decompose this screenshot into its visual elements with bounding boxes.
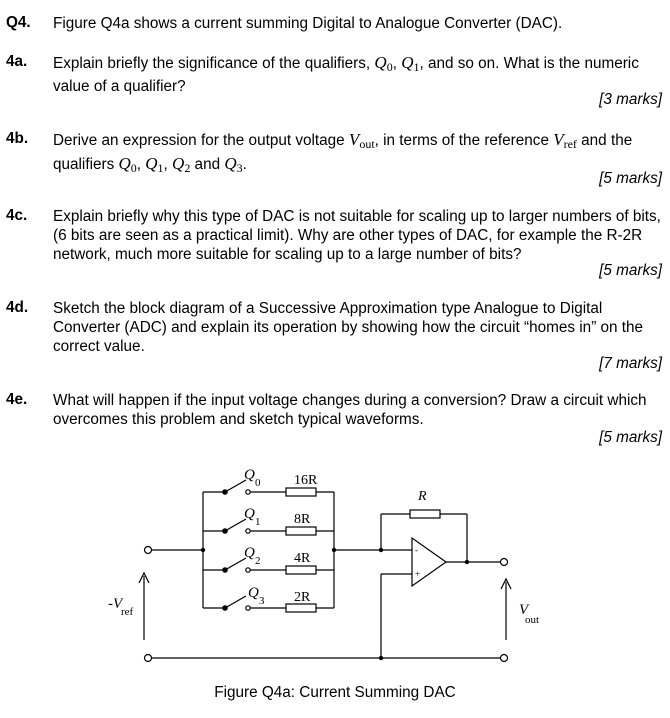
label-q3-sub: 3 xyxy=(259,595,265,607)
label-q3: Q xyxy=(248,585,259,601)
q4b-vref-sub: ref xyxy=(563,137,577,151)
label-8r: 8R xyxy=(294,512,311,527)
output-terminal xyxy=(501,559,508,566)
question-4e-marks: [5 marks] xyxy=(599,429,662,446)
resistor-8r xyxy=(286,527,316,535)
label-vref: -V xyxy=(108,596,123,612)
question-4d-text: Sketch the block diagram of a Successive Approximation type Analogue to Digital Converter (ADC) and explain its operation by showing how the circuit “homes in” on the correct value. xyxy=(53,300,644,355)
label-vout: V xyxy=(519,602,529,618)
question-4e-number: 4e. xyxy=(6,391,28,408)
q4b-vout-sub: out xyxy=(359,137,375,151)
q4b-q1: Q xyxy=(145,154,158,173)
label-2r: 2R xyxy=(294,590,311,605)
figure-caption: Figure Q4a: Current Summing DAC xyxy=(214,684,456,701)
branch-q3 xyxy=(203,596,334,612)
q4b-and: and xyxy=(190,156,225,173)
op-amp-plus-sign: + xyxy=(415,569,421,579)
branch-q2 xyxy=(203,558,334,574)
switch-q0 xyxy=(225,480,246,492)
question-4c-marks: [5 marks] xyxy=(599,262,662,279)
label-vout-sub: out xyxy=(525,614,540,626)
question-4a-text xyxy=(53,53,665,96)
q4b-q0-sub: 0 xyxy=(130,161,137,175)
question-4a-number: 4a. xyxy=(6,53,28,70)
q4b-q2-sub: 2 xyxy=(184,161,191,175)
q4a-qualifier-q1-sub: 1 xyxy=(413,60,420,74)
label-q0-sub: 0 xyxy=(255,477,261,489)
q4b-q3: Q xyxy=(224,154,237,173)
resistor-16r xyxy=(286,488,316,496)
q4a-text-1: Explain briefly the significance of the qualifiers, xyxy=(53,55,375,72)
question-4-number: Q4. xyxy=(6,14,31,31)
label-vref-sub: ref xyxy=(121,606,134,618)
branch-q1 xyxy=(203,519,334,535)
label-q2-sub: 2 xyxy=(255,555,261,567)
q4b-sep-1: , xyxy=(136,156,146,173)
label-q1-sub: 1 xyxy=(255,516,261,528)
q4a-text-2: , and so on. What is the numeric value of a qualifier? xyxy=(53,55,639,95)
label-q2: Q xyxy=(244,545,255,561)
q4b-text-1: Derive an expression for the output voltage xyxy=(53,132,349,149)
q4b-vref: V xyxy=(553,130,564,149)
q4b-text-3: and the qualifiers xyxy=(53,132,633,173)
label-q1: Q xyxy=(244,506,255,522)
q4a-qualifier-q0-sub: 0 xyxy=(386,60,393,74)
op-amp-minus-sign: - xyxy=(415,545,418,555)
q4b-sep-2: , xyxy=(163,156,173,173)
switch-q1 xyxy=(225,519,246,531)
q4a-sep-1: , xyxy=(392,55,402,72)
current-summing-dac-diagram xyxy=(0,455,670,680)
q4b-q0: Q xyxy=(118,154,131,173)
q4b-end: . xyxy=(242,156,247,173)
question-4e-text: What will happen if the input voltage changes during a conversion? Draw a circuit which overcomes this problem and sketch typical waveforms. xyxy=(53,392,647,428)
label-4r: 4R xyxy=(294,551,311,566)
label-feedback-r: R xyxy=(418,489,427,504)
question-4-text: Figure Q4a shows a current summing Digital to Analogue Converter (DAC). xyxy=(53,15,563,32)
question-4d-marks: [7 marks] xyxy=(599,355,662,372)
q4b-q3-sub: 3 xyxy=(236,161,243,175)
switch-q3 xyxy=(225,596,246,608)
label-q0: Q xyxy=(244,467,255,483)
q4b-vout: V xyxy=(348,130,360,149)
q4b-text-2: , in terms of the reference xyxy=(374,132,554,149)
q4b-q1-sub: 1 xyxy=(157,161,164,175)
switch-q2 xyxy=(225,558,246,570)
question-4c-text: Explain briefly why this type of DAC is not suitable for scaling up to larger numbers of bits, (6 bits are seen as a practical limit). Why are other types of DAC, for example the R-2R network, much more suitable for scaling up to a large number of bits? xyxy=(53,208,661,263)
question-4d-number: 4d. xyxy=(6,299,29,316)
q4a-qualifier-q0: Q xyxy=(374,53,387,72)
question-4b-marks: [5 marks] xyxy=(599,170,662,187)
label-16r: 16R xyxy=(294,473,318,488)
input-terminal xyxy=(145,547,152,554)
feedback-resistor xyxy=(410,510,440,518)
ground-terminal-right xyxy=(501,655,508,662)
question-4a-marks: [3 marks] xyxy=(599,91,662,108)
q4b-q2: Q xyxy=(172,154,185,173)
question-4c-number: 4c. xyxy=(6,207,28,224)
resistor-4r xyxy=(286,566,316,574)
question-4b-number: 4b. xyxy=(6,130,29,147)
q4a-qualifier-q1: Q xyxy=(401,53,414,72)
question-4b-text xyxy=(53,130,665,178)
ground-terminal-left xyxy=(145,655,152,662)
resistor-2r xyxy=(286,604,316,612)
